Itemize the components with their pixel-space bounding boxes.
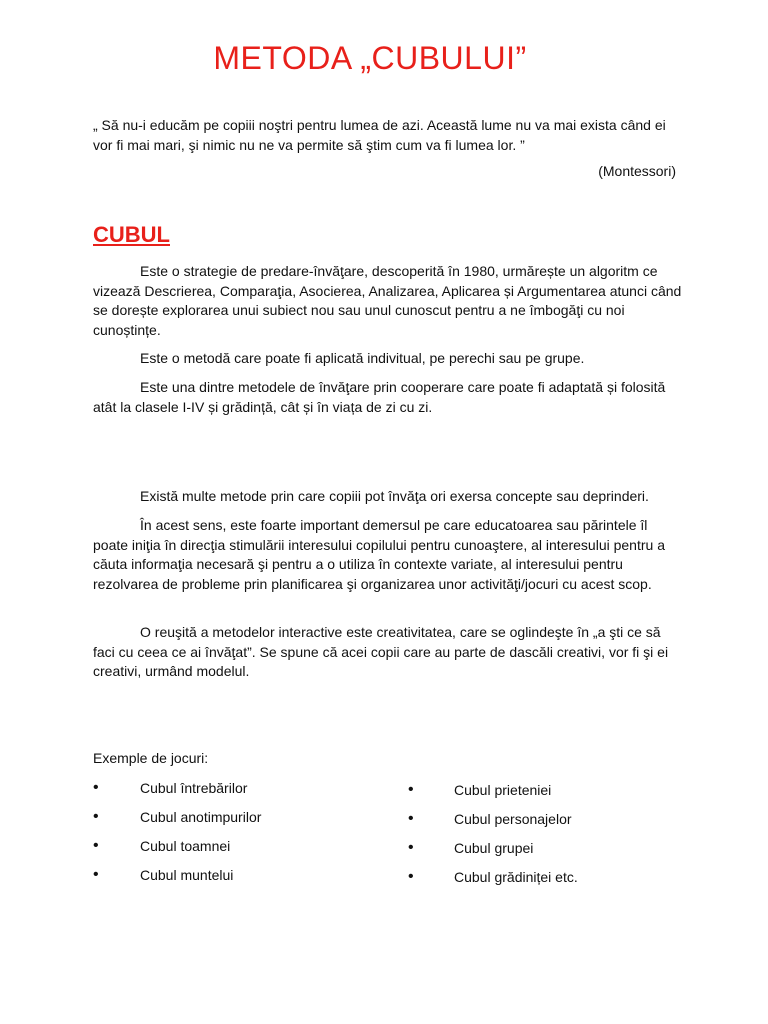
list-item-label: Cubul prieteniei [454, 782, 552, 798]
list-item [408, 840, 578, 869]
examples-list-right [408, 782, 578, 898]
list-item [408, 782, 578, 811]
quote-text: „ Să nu-i educăm pe copiii noştri pentru lumea de azi. Această lume nu va mai exista când ei vor fi mai mari, şi nimic nu ne va permite să ştim cum va fi lumea lor. ” [93, 117, 666, 153]
examples-list-left [93, 780, 261, 896]
paragraph: Este una dintre metodele de învăţare prin cooperare care poate fi adaptată și folosită atât la clasele I-IV și grădință, cât și în viața de zi cu zi. [93, 379, 666, 415]
list-item-label: Cubul grădiniței etc. [454, 869, 578, 885]
paragraph: În acest sens, este foarte important demersul pe care educatoarea sau părintele îl poate iniţia în direcţia stimulării interesului copilului pentru cunoaştere, al interesului pentru a căuta informaţia necesară şi pentru a o utiliza în contexte variate, al interesului pentru rezolvarea de probleme prin planificarea şi organizarea unor activităţi/jocuri cu acest scop. [93, 517, 665, 592]
bullet-icon: • [93, 837, 99, 854]
paragraph: Este o metodă care poate fi aplicată indivitual, pe perechi sau pe grupe. [140, 350, 585, 366]
section-heading: CUBUL [93, 222, 170, 247]
document-title: METODA „CUBULUI” [213, 40, 527, 76]
bullet-icon: • [408, 810, 414, 827]
list-item-label: Cubul toamnei [140, 838, 231, 854]
bullet-icon: • [408, 839, 414, 856]
examples-title: Exemple de jocuri: [93, 750, 209, 766]
list-item-label: Cubul anotimpurilor [140, 809, 262, 825]
list-item [93, 867, 261, 896]
list-item [93, 780, 261, 809]
quote-author: (Montessori) [598, 163, 676, 179]
list-item-label: Cubul grupei [454, 840, 534, 856]
paragraph: Este o strategie de predare-învăţare, descoperită în 1980, urmărește un algoritm ce vizează Descrierea, Comparaţia, Asocierea, Analizarea, Aplicarea și Argumentarea atunci când se dorește explorarea unui subiect nou sau unul cunoscut pentru a ne îmbogăţi cu noi cunoștințe. [93, 263, 682, 338]
list-item-label: Cubul muntelui [140, 867, 234, 883]
paragraph: O reuşită a metodelor interactive este creativitatea, care se oglindeşte în „a şti ce să faci cu ceea ce ai învăţat”. Se spune că acei copii care au parte de dascăli creativi, vor fi şi ei creativi, urmând modelul. [93, 624, 669, 679]
list-item [93, 838, 261, 867]
list-item [408, 869, 578, 898]
bullet-icon: • [93, 779, 99, 796]
list-item [93, 809, 261, 838]
paragraph: Există multe metode prin care copiii pot învăţa ori exersa concepte sau deprinderi. [140, 488, 649, 504]
list-item-label: Cubul personajelor [454, 811, 572, 827]
bullet-icon: • [408, 781, 414, 798]
bullet-icon: • [93, 808, 99, 825]
bullet-icon: • [408, 868, 414, 885]
list-item [408, 811, 578, 840]
list-item-label: Cubul întrebărilor [140, 780, 248, 796]
bullet-icon: • [93, 866, 99, 883]
